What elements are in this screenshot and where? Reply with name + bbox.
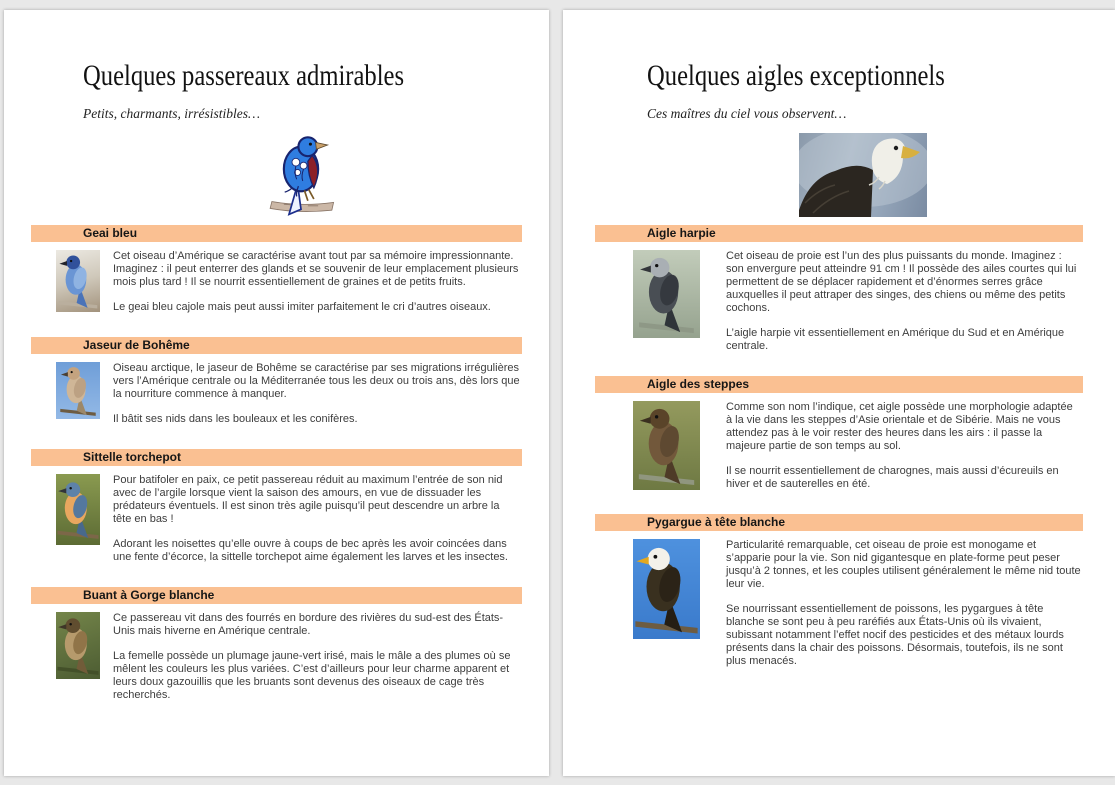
white-throated-sparrow-photo: [56, 612, 100, 679]
document-page-aigles[interactable]: [563, 10, 1115, 776]
section-heading-bar: [595, 514, 1083, 531]
section-paragraph: Il se nourrit essentiellement de charognes, mais aussi d’écureuils en hiver et de sauterelles en été.: [726, 464, 1059, 490]
section-heading-bar: [595, 225, 1083, 242]
section-heading-bar: [31, 587, 522, 604]
section-paragraphs: [113, 362, 522, 438]
section-heading-bar: [31, 225, 522, 242]
section-paragraph: Se nourrissant essentiellement de poissons, les pygargues à tête blanche se sont peu à peu raréfiés aux États-Unis où ils vivaient, subissant notamment l’effet nocif des pesticides et des métaux lourds présents dans la chair des poissons. Désormais, toutefois, ils ne sont plus menacés.: [726, 602, 1064, 667]
section-heading-bar: [31, 449, 522, 466]
page-subtitle: Petits, charmants, irrésistibles…: [83, 105, 261, 121]
species-section: [595, 225, 1083, 365]
bald-eagle-head-photo: [799, 133, 927, 217]
species-section: [31, 587, 522, 714]
section-paragraph: Particularité remarquable, cet oiseau de proie est monogame et s’apparie pour la vie. Son nid gigantesque en plate-forme peut peser jusqu’à 2 tonnes, et les couples utilisent généralement le même nid toute leur vie.: [726, 538, 1081, 590]
section-paragraphs: [113, 250, 522, 326]
page-title: Quelques passereaux admirables: [83, 59, 405, 92]
section-paragraphs: [726, 539, 1083, 680]
bluebird-clipart: [258, 133, 344, 217]
sections-aigles: [595, 225, 1083, 680]
document-page-passereaux[interactable]: [4, 10, 549, 776]
section-paragraphs: [113, 474, 522, 576]
hero-image-row: [595, 133, 1083, 217]
section-paragraph: Il bâtit ses nids dans les bouleaux et les conifères.: [113, 412, 358, 425]
page-title: Quelques aigles exceptionnels: [647, 59, 945, 92]
waxwing-photo: [56, 362, 100, 419]
species-section: [31, 449, 522, 576]
section-paragraph: Pour batifoler en paix, ce petit passereau réduit au maximum l’entrée de son nid avec de l’argile lorsque vient la saison des amours, en vue de dissuader les prédateurs éventuels. Il est sinon très agile puisqu’il peut descendre un arbre la tête en bas !: [113, 473, 503, 525]
section-body: [31, 362, 522, 438]
section-heading: Aigle harpie: [647, 225, 716, 240]
section-heading-bar: [595, 376, 1083, 393]
section-paragraph: Adorant les noisettes qu’elle ouvre à coups de bec après les avoir coincées dans une fente d’écorce, la sittelle torchepot aime également les larves et les insectes.: [113, 537, 508, 563]
section-paragraphs: [726, 401, 1083, 503]
section-heading: Jaseur de Bohême: [83, 337, 190, 352]
section-heading: Pygargue à tête blanche: [647, 514, 786, 529]
section-heading-bar: [31, 337, 522, 354]
section-body: [31, 612, 522, 714]
page-subtitle: Ces maîtres du ciel vous observent…: [647, 105, 847, 121]
harpy-eagle-photo: [633, 250, 700, 338]
section-paragraph: Cet oiseau d’Amérique se caractérise avant tout par sa mémoire impressionnante. Imaginez : il peut enterrer des glands et se souvenir de leur emplacement plusieurs mois plus tard ! Il se nourrit essentiellement de graines et de petits fruits.: [113, 249, 519, 288]
species-section: [31, 337, 522, 438]
species-section: [595, 514, 1083, 680]
section-paragraph: L’aigle harpie vit essentiellement en Amérique du Sud et en Amérique centrale.: [726, 326, 1065, 352]
nuthatch-photo: [56, 474, 100, 545]
section-body: [595, 401, 1083, 503]
section-body: [31, 474, 522, 576]
section-paragraph: Oiseau arctique, le jaseur de Bohême se caractérise par ses migrations irrégulières vers l’Amérique centrale ou la Méditerranée tous les deux ou trois ans, dès lors que la nourriture commence à manquer.: [113, 361, 520, 400]
sections-passereaux: [31, 225, 522, 714]
section-paragraph: Comme son nom l’indique, cet aigle possède une morphologie adaptée à la vie dans les steppes d’Asie orientale et de Sibérie. Mais ne vous attendez pas à le voir rester des heures dans les airs : il passe la majeure partie de son temps au sol.: [726, 400, 1073, 452]
section-body: [595, 539, 1083, 680]
section-heading: Buant à Gorge blanche: [83, 587, 215, 602]
section-paragraph: Cet oiseau de proie est l’un des plus puissants du monde. Imaginez : son envergure peut atteindre 91 cm ! Il possède des ailes courtes qui lui permettent de se déplacer rapidement et d’énormes serres grâce auxquelles il peut attraper des singes, des chiens ou même des petits cochons.: [726, 249, 1077, 314]
steppe-eagle-photo: [633, 401, 700, 490]
bald-eagle-perched-photo: [633, 539, 700, 639]
species-section: [31, 225, 522, 326]
section-body: [595, 250, 1083, 365]
section-heading: Geai bleu: [83, 225, 138, 240]
section-paragraphs: [113, 612, 522, 714]
section-paragraphs: [726, 250, 1083, 365]
section-paragraph: Ce passereau vit dans des fourrés en bordure des rivières du sud-est des États-Unis mais hiverne en Amérique centrale.: [113, 611, 504, 637]
species-section: [595, 376, 1083, 503]
blue-jay-photo: [56, 250, 100, 312]
section-body: [31, 250, 522, 326]
hero-image-row: [31, 133, 522, 217]
section-heading: Sittelle torchepot: [83, 449, 182, 464]
section-paragraph: La femelle possède un plumage jaune-vert irisé, mais le mâle a des plumes où se mêlent les couleurs les plus variées. C’est d’ailleurs pour leur charme apparent et leurs doux gazouillis que les bruants sont devenus des oiseaux de cage très recherchés.: [113, 649, 511, 701]
section-heading: Aigle des steppes: [647, 376, 750, 391]
section-paragraph: Le geai bleu cajole mais peut aussi imiter parfaitement le cri d’autres oiseaux.: [113, 300, 491, 313]
